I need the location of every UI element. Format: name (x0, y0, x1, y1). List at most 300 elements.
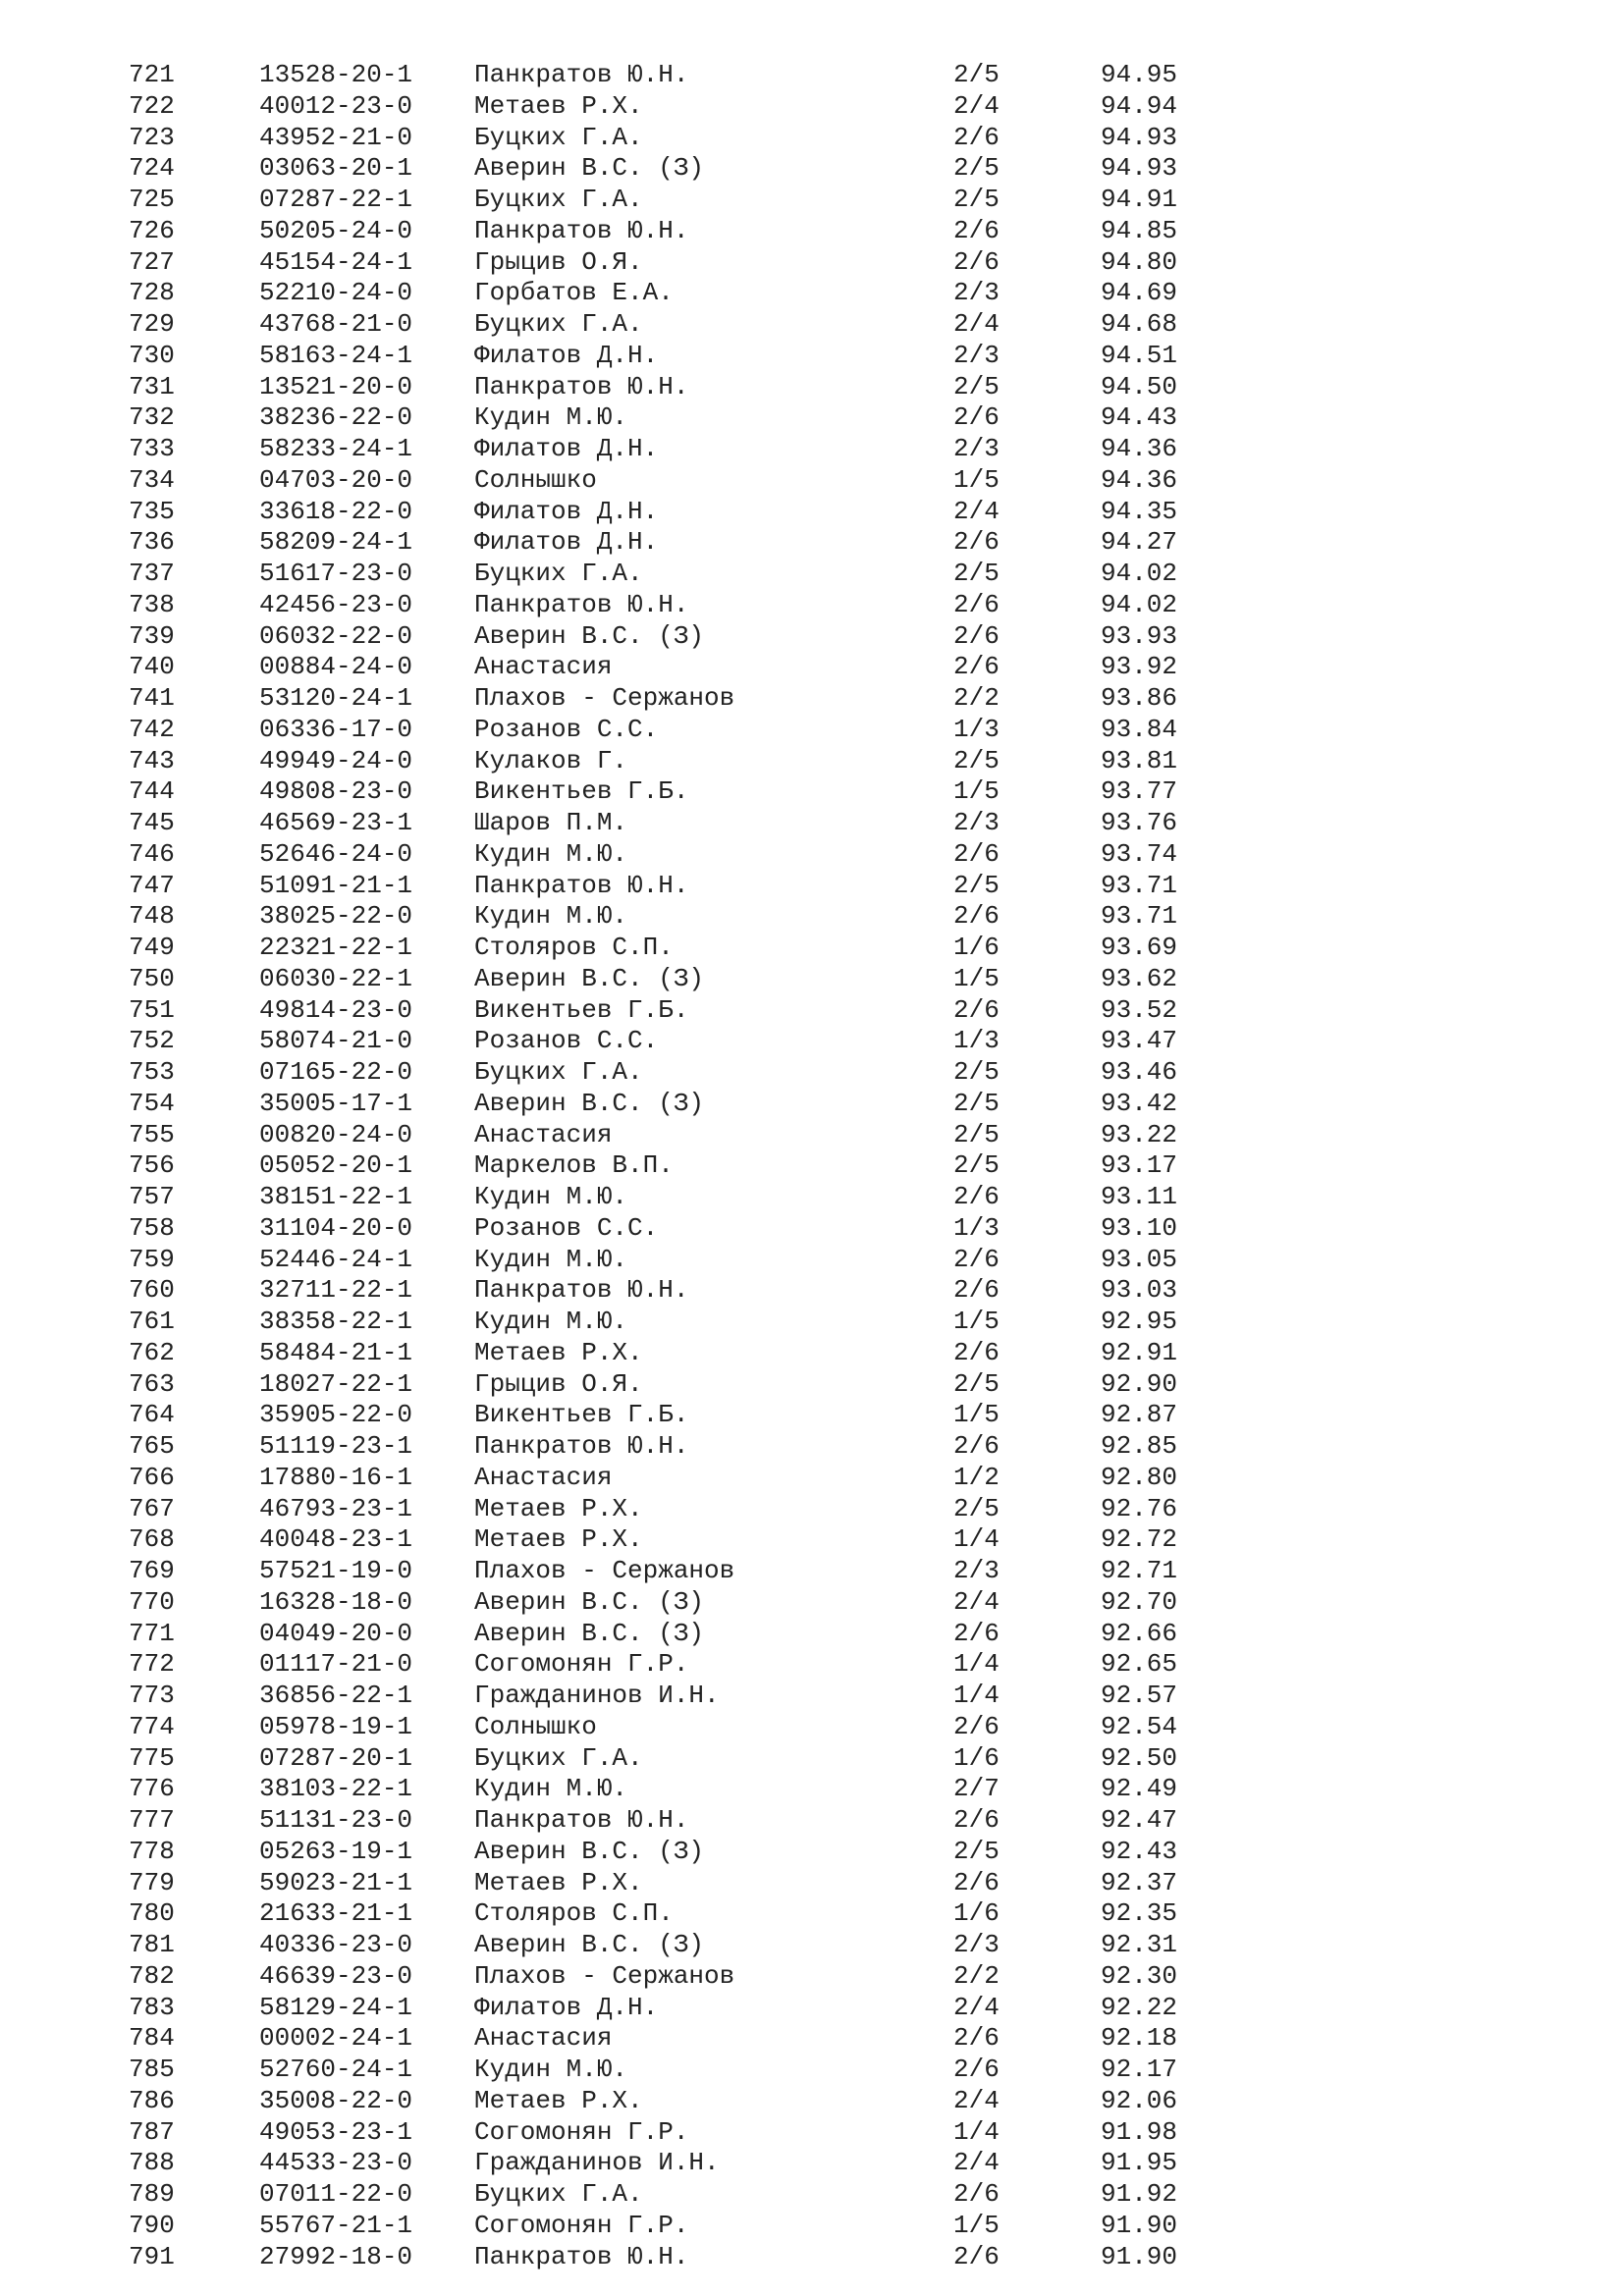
table-row (0, 1993, 1624, 2024)
row-score: 93.77 (1101, 776, 1178, 807)
row-code: 40012-23-0 (259, 90, 413, 121)
row-name: Плахов - Сержанов (474, 1960, 735, 1991)
row-name: Кулаков Г. (474, 745, 628, 775)
row-code: 46639-23-0 (259, 1960, 413, 1991)
row-fraction: 2/5 (953, 1150, 1000, 1181)
row-code: 00884-24-0 (259, 652, 413, 682)
row-name: Горбатов Е.А. (474, 278, 674, 308)
row-score: 92.18 (1101, 2023, 1178, 2054)
table-row (0, 1057, 1624, 1089)
table-row (0, 278, 1624, 309)
row-name: Аверин В.С. (З) (474, 1618, 705, 1648)
row-score: 91.95 (1101, 2148, 1178, 2178)
row-number: 755 (129, 1119, 175, 1149)
row-code: 58209-24-1 (259, 527, 413, 558)
table-row (0, 621, 1624, 653)
row-fraction: 2/6 (953, 1711, 1000, 1741)
row-fraction: 1/5 (953, 963, 1000, 993)
row-score: 94.51 (1101, 340, 1178, 370)
row-name: Буцких Г.А. (474, 2179, 643, 2209)
row-fraction: 2/6 (953, 122, 1000, 152)
row-number: 739 (129, 620, 175, 651)
row-code: 38151-22-1 (259, 1182, 413, 1211)
table-row (0, 1369, 1624, 1401)
table-row (0, 527, 1624, 559)
row-fraction: 2/6 (953, 2055, 1000, 2084)
table-row (0, 1026, 1624, 1057)
row-code: 33618-22-0 (259, 496, 413, 526)
row-number: 763 (129, 1368, 175, 1399)
row-fraction: 2/3 (953, 434, 1000, 463)
row-fraction: 1/6 (953, 1898, 1000, 1929)
row-fraction: 2/5 (953, 1088, 1000, 1118)
row-name: Аверин В.С. (З) (474, 1586, 705, 1617)
row-number: 725 (129, 185, 175, 214)
row-score: 92.91 (1101, 1337, 1178, 1367)
row-code: 22321-22-1 (259, 933, 413, 962)
row-name: Панкратов Ю.Н. (474, 60, 689, 89)
row-name: Кудин М.Ю. (474, 1774, 628, 1804)
row-fraction: 2/3 (953, 808, 1000, 837)
row-number: 753 (129, 1057, 175, 1087)
row-number: 778 (129, 1836, 175, 1866)
row-name: Кудин М.Ю. (474, 402, 628, 433)
row-number: 779 (129, 1867, 175, 1897)
row-code: 43768-21-0 (259, 309, 413, 339)
row-code: 52760-24-1 (259, 2055, 413, 2084)
row-code: 07287-22-1 (259, 185, 413, 214)
row-fraction: 2/5 (953, 1368, 1000, 1399)
row-code: 50205-24-0 (259, 215, 413, 245)
table-row (0, 871, 1624, 902)
table-row (0, 1245, 1624, 1276)
row-number: 722 (129, 90, 175, 121)
row-fraction: 2/6 (953, 402, 1000, 433)
row-number: 732 (129, 402, 175, 433)
row-number: 731 (129, 371, 175, 401)
row-code: 43952-21-0 (259, 122, 413, 152)
row-code: 51091-21-1 (259, 870, 413, 900)
row-score: 94.95 (1101, 60, 1178, 89)
table-row (0, 1898, 1624, 1930)
table-row (0, 1805, 1624, 1837)
row-name: Анастасия (474, 652, 613, 682)
row-name: Викентьев Г.Б. (474, 776, 689, 807)
row-code: 31104-20-0 (259, 1212, 413, 1243)
row-name: Филатов Д.Н. (474, 527, 659, 558)
row-fraction: 2/6 (953, 1618, 1000, 1648)
row-code: 35008-22-0 (259, 2085, 413, 2115)
row-fraction: 1/4 (953, 1681, 1000, 1710)
row-score: 94.85 (1101, 215, 1178, 245)
table-row (0, 1524, 1624, 1556)
row-score: 93.17 (1101, 1150, 1178, 1181)
row-code: 44533-23-0 (259, 2148, 413, 2178)
table-row (0, 1182, 1624, 1213)
row-fraction: 1/3 (953, 714, 1000, 744)
row-number: 756 (129, 1150, 175, 1181)
row-fraction: 2/6 (953, 527, 1000, 558)
row-code: 07165-22-0 (259, 1057, 413, 1087)
row-name: Плахов - Сержанов (474, 683, 735, 713)
row-score: 92.66 (1101, 1618, 1178, 1648)
row-code: 06336-17-0 (259, 714, 413, 744)
row-number: 769 (129, 1556, 175, 1585)
row-number: 758 (129, 1212, 175, 1243)
row-fraction: 2/3 (953, 1556, 1000, 1585)
row-name: Буцких Г.А. (474, 1742, 643, 1773)
table-row (0, 1150, 1624, 1182)
row-score: 92.47 (1101, 1805, 1178, 1835)
row-number: 762 (129, 1337, 175, 1367)
row-fraction: 2/6 (953, 2241, 1000, 2271)
table-row (0, 123, 1624, 154)
row-score: 94.93 (1101, 153, 1178, 184)
row-name: Согомонян Г.Р. (474, 2116, 689, 2147)
row-name: Филатов Д.Н. (474, 340, 659, 370)
row-fraction: 1/6 (953, 933, 1000, 962)
row-number: 789 (129, 2179, 175, 2209)
row-fraction: 2/5 (953, 1119, 1000, 1149)
row-code: 52210-24-0 (259, 278, 413, 308)
row-code: 40048-23-1 (259, 1524, 413, 1555)
row-score: 93.86 (1101, 683, 1178, 713)
table-row (0, 1400, 1624, 1431)
row-number: 785 (129, 2055, 175, 2084)
table-row (0, 185, 1624, 216)
row-name: Метаев Р.Х. (474, 1337, 643, 1367)
row-code: 04703-20-0 (259, 464, 413, 495)
row-number: 776 (129, 1774, 175, 1804)
row-score: 92.43 (1101, 1836, 1178, 1866)
row-code: 36856-22-1 (259, 1681, 413, 1710)
row-fraction: 2/3 (953, 278, 1000, 308)
row-code: 52446-24-1 (259, 1244, 413, 1274)
row-name: Буцких Г.А. (474, 559, 643, 588)
row-score: 94.36 (1101, 434, 1178, 463)
row-code: 38025-22-0 (259, 901, 413, 932)
row-name: Шаров П.М. (474, 808, 628, 837)
row-fraction: 1/5 (953, 1400, 1000, 1430)
table-row (0, 933, 1624, 964)
table-row (0, 839, 1624, 871)
row-number: 768 (129, 1524, 175, 1555)
table-row (0, 1837, 1624, 1868)
row-name: Панкратов Ю.Н. (474, 371, 689, 401)
row-score: 93.71 (1101, 901, 1178, 932)
table-row (0, 2117, 1624, 2149)
row-score: 94.50 (1101, 371, 1178, 401)
row-score: 92.65 (1101, 1649, 1178, 1680)
row-name: Анастасия (474, 2023, 613, 2054)
row-fraction: 2/4 (953, 309, 1000, 339)
row-score: 91.92 (1101, 2179, 1178, 2209)
row-number: 786 (129, 2085, 175, 2115)
row-code: 45154-24-1 (259, 246, 413, 277)
row-code: 18027-22-1 (259, 1368, 413, 1399)
row-fraction: 2/6 (953, 2179, 1000, 2209)
row-name: Буцких Г.А. (474, 309, 643, 339)
row-code: 00820-24-0 (259, 1119, 413, 1149)
row-number: 759 (129, 1244, 175, 1274)
row-number: 765 (129, 1431, 175, 1461)
row-name: Метаев Р.Х. (474, 1524, 643, 1555)
table-row (0, 2211, 1624, 2242)
row-score: 93.42 (1101, 1088, 1178, 1118)
row-fraction: 2/6 (953, 215, 1000, 245)
row-number: 738 (129, 589, 175, 619)
row-fraction: 2/4 (953, 90, 1000, 121)
table-row (0, 715, 1624, 746)
table-row (0, 2023, 1624, 2055)
row-number: 771 (129, 1618, 175, 1648)
row-fraction: 2/7 (953, 1774, 1000, 1804)
row-fraction: 2/6 (953, 652, 1000, 682)
row-name: Кудин М.Ю. (474, 901, 628, 932)
table-row (0, 402, 1624, 434)
row-score: 92.71 (1101, 1556, 1178, 1585)
row-name: Панкратов Ю.Н. (474, 1275, 689, 1306)
row-name: Маркелов В.П. (474, 1150, 674, 1181)
row-fraction: 2/5 (953, 1836, 1000, 1866)
row-score: 93.03 (1101, 1275, 1178, 1306)
row-code: 52646-24-0 (259, 838, 413, 869)
table-row (0, 372, 1624, 403)
row-name: Метаев Р.Х. (474, 1867, 643, 1897)
row-code: 49949-24-0 (259, 745, 413, 775)
row-name: Столяров С.П. (474, 1898, 674, 1929)
row-name: Панкратов Ю.Н. (474, 870, 689, 900)
row-name: Аверин В.С. (З) (474, 1930, 705, 1959)
row-number: 747 (129, 870, 175, 900)
table-row (0, 1556, 1624, 1587)
row-code: 59023-21-1 (259, 1867, 413, 1897)
row-fraction: 2/4 (953, 1992, 1000, 2022)
row-score: 94.02 (1101, 589, 1178, 619)
row-fraction: 2/5 (953, 559, 1000, 588)
row-score: 92.06 (1101, 2085, 1178, 2115)
row-score: 94.36 (1101, 464, 1178, 495)
row-score: 92.95 (1101, 1307, 1178, 1336)
row-number: 788 (129, 2148, 175, 2178)
table-row (0, 1712, 1624, 1743)
row-code: 49814-23-0 (259, 994, 413, 1025)
row-number: 750 (129, 963, 175, 993)
row-number: 790 (129, 2210, 175, 2240)
row-number: 733 (129, 434, 175, 463)
row-fraction: 1/5 (953, 2210, 1000, 2240)
row-code: 13521-20-0 (259, 371, 413, 401)
row-fraction: 2/5 (953, 745, 1000, 775)
row-fraction: 2/2 (953, 683, 1000, 713)
row-score: 94.02 (1101, 559, 1178, 588)
row-number: 764 (129, 1400, 175, 1430)
row-name: Филатов Д.Н. (474, 434, 659, 463)
row-fraction: 2/6 (953, 1337, 1000, 1367)
row-score: 92.54 (1101, 1711, 1178, 1741)
row-fraction: 2/6 (953, 1182, 1000, 1211)
row-code: 49053-23-1 (259, 2116, 413, 2147)
row-number: 787 (129, 2116, 175, 2147)
table-row (0, 216, 1624, 247)
table-row (0, 1961, 1624, 1993)
row-name: Буцких Г.А. (474, 122, 643, 152)
row-code: 03063-20-1 (259, 153, 413, 184)
row-code: 01117-21-0 (259, 1649, 413, 1680)
table-row (0, 153, 1624, 185)
row-code: 38358-22-1 (259, 1307, 413, 1336)
row-fraction: 1/6 (953, 1742, 1000, 1773)
row-fraction: 2/4 (953, 1586, 1000, 1617)
row-number: 745 (129, 808, 175, 837)
row-fraction: 2/4 (953, 2148, 1000, 2178)
row-name: Кудин М.Ю. (474, 1244, 628, 1274)
row-number: 772 (129, 1649, 175, 1680)
row-name: Панкратов Ю.Н. (474, 215, 689, 245)
row-fraction: 2/6 (953, 838, 1000, 869)
row-fraction: 2/5 (953, 185, 1000, 214)
row-score: 93.84 (1101, 714, 1178, 744)
row-score: 93.46 (1101, 1057, 1178, 1087)
row-fraction: 1/4 (953, 1524, 1000, 1555)
row-code: 00002-24-1 (259, 2023, 413, 2054)
row-fraction: 2/5 (953, 371, 1000, 401)
row-number: 784 (129, 2023, 175, 2054)
row-code: 58233-24-1 (259, 434, 413, 463)
row-name: Метаев Р.Х. (474, 2085, 643, 2115)
table-row (0, 683, 1624, 715)
row-code: 51131-23-0 (259, 1805, 413, 1835)
row-score: 92.49 (1101, 1774, 1178, 1804)
row-score: 93.52 (1101, 994, 1178, 1025)
row-number: 746 (129, 838, 175, 869)
row-fraction: 1/5 (953, 776, 1000, 807)
row-score: 91.90 (1101, 2241, 1178, 2271)
table-row (0, 652, 1624, 683)
row-number: 782 (129, 1960, 175, 1991)
table-row (0, 2055, 1624, 2086)
row-number: 728 (129, 278, 175, 308)
row-code: 42456-23-0 (259, 589, 413, 619)
row-number: 751 (129, 994, 175, 1025)
row-fraction: 1/4 (953, 2116, 1000, 2147)
row-name: Аверин В.С. (З) (474, 1836, 705, 1866)
table-row (0, 1431, 1624, 1463)
row-fraction: 2/6 (953, 1431, 1000, 1461)
row-name: Плахов - Сержанов (474, 1556, 735, 1585)
row-name: Согомонян Г.Р. (474, 2210, 689, 2240)
row-number: 727 (129, 246, 175, 277)
table-row (0, 1120, 1624, 1151)
row-name: Викентьев Г.Б. (474, 1400, 689, 1430)
row-fraction: 1/3 (953, 1212, 1000, 1243)
row-name: Анастасия (474, 1119, 613, 1149)
row-fraction: 2/4 (953, 496, 1000, 526)
row-fraction: 2/6 (953, 1805, 1000, 1835)
row-score: 92.31 (1101, 1930, 1178, 1959)
row-number: 740 (129, 652, 175, 682)
table-row (0, 559, 1624, 590)
table-row (0, 590, 1624, 621)
table-row (0, 465, 1624, 497)
table-row (0, 1463, 1624, 1494)
row-fraction: 2/6 (953, 1867, 1000, 1897)
row-code: 16328-18-0 (259, 1586, 413, 1617)
row-fraction: 2/2 (953, 1960, 1000, 1991)
row-number: 735 (129, 496, 175, 526)
row-score: 94.69 (1101, 278, 1178, 308)
row-score: 93.74 (1101, 838, 1178, 869)
row-number: 742 (129, 714, 175, 744)
row-score: 92.22 (1101, 1992, 1178, 2022)
table-row (0, 1587, 1624, 1619)
results-table (0, 60, 1624, 2272)
row-code: 06030-22-1 (259, 963, 413, 993)
row-number: 781 (129, 1930, 175, 1959)
table-row (0, 901, 1624, 933)
row-fraction: 2/6 (953, 994, 1000, 1025)
row-fraction: 2/6 (953, 1244, 1000, 1274)
row-code: 21633-21-1 (259, 1898, 413, 1929)
row-name: Метаев Р.Х. (474, 90, 643, 121)
row-name: Филатов Д.Н. (474, 1992, 659, 2022)
row-score: 93.71 (1101, 870, 1178, 900)
row-score: 92.37 (1101, 1867, 1178, 1897)
table-row (0, 1930, 1624, 1961)
row-fraction: 2/5 (953, 1057, 1000, 1087)
row-score: 92.76 (1101, 1493, 1178, 1523)
row-code: 04049-20-0 (259, 1618, 413, 1648)
row-number: 770 (129, 1586, 175, 1617)
row-name: Панкратов Ю.Н. (474, 2241, 689, 2271)
row-code: 58074-21-0 (259, 1026, 413, 1056)
row-code: 58163-24-1 (259, 340, 413, 370)
row-name: Викентьев Г.Б. (474, 994, 689, 1025)
row-code: 07011-22-0 (259, 2179, 413, 2209)
row-code: 07287-20-1 (259, 1742, 413, 1773)
row-score: 92.30 (1101, 1960, 1178, 1991)
row-number: 780 (129, 1898, 175, 1929)
row-name: Солнышко (474, 464, 597, 495)
table-row (0, 1338, 1624, 1369)
row-name: Розанов С.С. (474, 1026, 659, 1056)
row-code: 38103-22-1 (259, 1774, 413, 1804)
row-number: 744 (129, 776, 175, 807)
row-fraction: 1/5 (953, 464, 1000, 495)
row-code: 13528-20-1 (259, 60, 413, 89)
table-row (0, 1868, 1624, 1899)
row-fraction: 2/5 (953, 60, 1000, 89)
row-name: Аверин В.С. (З) (474, 620, 705, 651)
row-name: Аверин В.С. (З) (474, 963, 705, 993)
row-code: 53120-24-1 (259, 683, 413, 713)
row-number: 749 (129, 933, 175, 962)
row-code: 40336-23-0 (259, 1930, 413, 1959)
row-name: Грыцив О.Я. (474, 246, 643, 277)
table-row (0, 309, 1624, 341)
row-name: Солнышко (474, 1711, 597, 1741)
row-code: 58484-21-1 (259, 1337, 413, 1367)
row-score: 92.85 (1101, 1431, 1178, 1461)
table-row (0, 1774, 1624, 1805)
row-name: Гражданинов И.Н. (474, 1681, 720, 1710)
row-code: 49808-23-0 (259, 776, 413, 807)
row-score: 93.47 (1101, 1026, 1178, 1056)
row-fraction: 1/5 (953, 1307, 1000, 1336)
row-name: Столяров С.П. (474, 933, 674, 962)
table-row (0, 1681, 1624, 1712)
row-name: Согомонян Г.Р. (474, 1649, 689, 1680)
